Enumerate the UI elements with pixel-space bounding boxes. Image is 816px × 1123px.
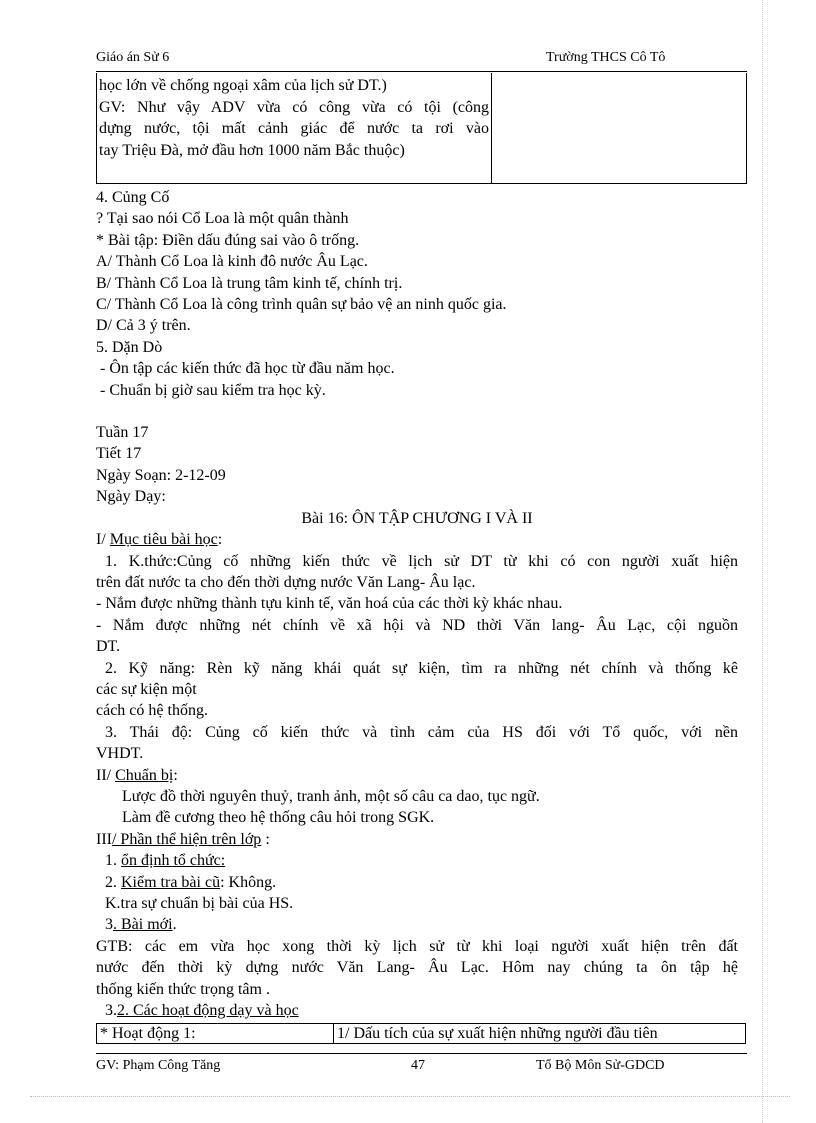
step-title: . Bài mới — [113, 916, 173, 934]
page-edge-dots — [30, 1096, 790, 1097]
lesson-title: Bài 16: ÔN TẬP CHƯƠNG I VÀ II — [301, 509, 533, 527]
footer-page-number: 47 — [411, 1058, 425, 1073]
step-title: Kiểm tra bài cũ — [121, 873, 221, 891]
page-header — [96, 50, 736, 68]
table-cell-text — [99, 75, 489, 161]
footer-department: Tổ Bộ Môn Sử-GDCD — [536, 1058, 665, 1073]
objective-skill-line: các sự kiện một — [96, 680, 197, 698]
step-title: ổn định tổ chức: — [121, 852, 226, 870]
procedure-step-3 — [96, 914, 738, 935]
objectives-suffix: : — [217, 531, 223, 549]
activity-cell-left — [96, 1023, 334, 1044]
objective-bullet-cont: DT. — [96, 638, 121, 656]
objective-skill-line: 2. Kỹ năng: Rèn kỹ năng khái quát sự kiện, tìm ra những nét chính và thống kê — [105, 659, 738, 677]
activity-cell-right — [334, 1023, 746, 1044]
preparation-title: Chuẩn bị — [115, 766, 174, 784]
objective-knowledge-line: trên đất nước ta cho đến thời dựng nước Văn Lang- Âu lạc. — [96, 573, 476, 591]
section-heading-dan-do: 5. Dặn Dò — [96, 338, 163, 356]
procedure-step-3-2 — [96, 1000, 738, 1021]
meta-teaching-date: Ngày Dạy: — [96, 488, 166, 506]
preparation-suffix: : — [173, 766, 178, 784]
lesson-intro-line: GTB: các em vừa học xong thời kỳ lịch sử từ khi loại người xuất hiện trên đất — [96, 937, 738, 955]
homework-item: - Chuẩn bị giờ sau kiểm tra học kỳ. — [96, 381, 326, 399]
step-title: 2. Các hoạt động dạy và học — [117, 1002, 299, 1020]
section-heading-cung-co: 4. Củng Cố — [96, 189, 170, 206]
objective-attitude-line: 3. Thái độ: Củng cố kiến thức và tình cảm của HS đối với Tổ quốc, với nền — [105, 723, 738, 741]
lesson-intro-line: thống kiến thức trọng tâm . — [96, 980, 270, 998]
objective-knowledge-line: 1. K.thức:Củng cố những kiến thức về lịch sử DT từ khi có con người xuất hiện — [105, 552, 738, 570]
procedure-title: / Phần thể hiện trên lớp — [111, 830, 262, 848]
footer-rule — [96, 1053, 747, 1054]
table-line: học lớn về chống ngoại xâm của lịch sử DT.) — [99, 77, 387, 94]
page-footer — [96, 1058, 736, 1076]
meta-week: Tuần 17 — [96, 424, 149, 442]
meta-prepared-date: Ngày Soạn: 2-12-09 — [96, 466, 226, 484]
meta-period: Tiết 17 — [96, 445, 142, 463]
table-cell-activities — [96, 73, 492, 184]
objective-bullet: - Nắm được những nét chính về xã hội và ND thời Văn lang- Âu Lạc, cội nguồn — [96, 616, 738, 634]
preparation-item: Lược đồ thời nguyên thuỷ, tranh ảnh, một số câu ca dao, tục ngữ. — [122, 787, 540, 805]
preparation-heading — [96, 765, 738, 786]
page-edge-dots-vertical — [762, 0, 763, 1123]
objective-attitude-line: VHDT. — [96, 745, 144, 763]
procedure-step-1 — [96, 850, 738, 871]
spacer — [96, 401, 738, 422]
preparation-prefix: II/ — [96, 766, 116, 784]
exercise-option: C/ Thành Cổ Loa là công trình quân sự bảo vệ an ninh quốc gia. — [96, 296, 507, 314]
step-number: 3 — [105, 916, 113, 934]
continuation-table — [96, 73, 747, 185]
footer-teacher: GV: Phạm Công Tăng — [96, 1058, 221, 1073]
activity-topic: 1/ Dấu tích của sự xuất hiện những người đầu tiên — [337, 1025, 658, 1042]
header-rule — [96, 71, 747, 72]
procedure-suffix: : — [261, 830, 270, 848]
objective-skill-line: cách có hệ thống. — [96, 702, 208, 720]
procedure-step-2 — [96, 872, 738, 893]
table-line: dựng nước, tội mất cảnh giác để nước ta rơi vào — [99, 120, 489, 137]
step-number: 3. — [105, 1002, 117, 1020]
lesson-intro-line: nước đến thời kỳ dựng nước Văn Lang- Âu Lạc. Hôm nay chúng ta ôn tập hệ — [96, 959, 738, 977]
procedure-prefix: III — [96, 830, 112, 848]
exercise-option: D/ Cả 3 ý trên. — [96, 317, 191, 335]
exercise-option: A/ Thành Cổ Loa là kinh đô nước Âu Lạc. — [96, 253, 368, 271]
objectives-title: Mục tiêu bài học — [109, 531, 218, 549]
step-number: 2. — [105, 873, 121, 891]
exercise-instruction: * Bài tập: Điền dấu đúng sai vào ô trống. — [96, 231, 360, 249]
objectives-heading — [96, 529, 738, 550]
preparation-item: Làm đề cương theo hệ thống câu hỏi trong SGK. — [122, 809, 435, 827]
objective-bullet: - Nắm được những thành tựu kinh tế, văn hoá của các thời kỳ khác nhau. — [96, 595, 563, 613]
homework-item: - Ôn tập các kiến thức đã học từ đầu năm học. — [96, 360, 395, 378]
step-rest: : Không. — [220, 873, 277, 891]
activity-label: * Hoạt động 1: — [100, 1025, 196, 1042]
header-school: Trường THCS Cô Tô — [546, 50, 666, 65]
header-subject: Giáo án Sử 6 — [96, 50, 170, 65]
step-rest: . — [172, 916, 177, 934]
step-number: 1. — [105, 852, 121, 870]
lesson-body — [96, 187, 738, 1021]
table-line: GV: Như vậy ADV vừa có công vừa có tội (công — [99, 98, 489, 116]
activity-table — [96, 1023, 747, 1044]
objectives-prefix: I/ — [96, 531, 110, 549]
procedure-heading — [96, 829, 738, 850]
review-question: ? Tại sao nói Cổ Loa là một quân thành — [96, 210, 349, 228]
procedure-step-2-note: K.tra sự chuẩn bị bài của HS. — [105, 895, 294, 912]
table-cell-content — [491, 73, 747, 184]
table-line: tay Triệu Đà, mở đầu hơn 1000 năm Bắc thuộc) — [99, 141, 405, 159]
exercise-option: B/ Thành Cổ Loa là trung tâm kinh tế, chính trị. — [96, 274, 403, 292]
